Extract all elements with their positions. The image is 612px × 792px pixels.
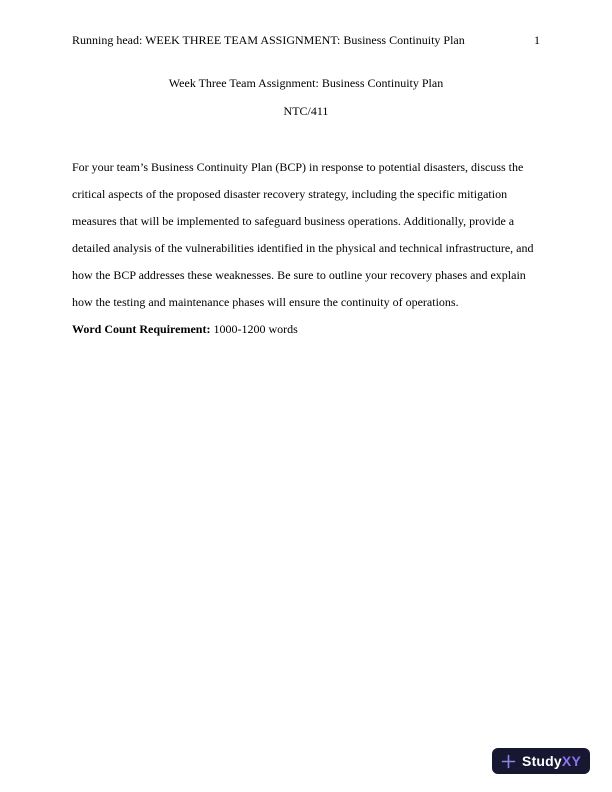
word-count-value: 1000-1200 words — [210, 322, 298, 336]
plus-icon — [501, 754, 516, 769]
brand-name-primary: Study — [522, 753, 562, 769]
body-line: For your team’s Business Continuity Plan (BCP) in response to potential disasters, discuss the — [72, 160, 524, 174]
body-line: how the BCP addresses these weaknesses. Be sure to outline your recovery phases and explain — [72, 268, 526, 282]
page-header — [72, 33, 540, 48]
brand-name — [522, 754, 581, 768]
page-number: 1 — [534, 33, 540, 47]
body-line: critical aspects of the proposed disaster recovery strategy, including the specific mitigation — [72, 187, 508, 201]
body-line: detailed analysis of the vulnerabilities identified in the physical and technical infrastructure, and — [72, 241, 534, 255]
studyxy-badge[interactable] — [492, 748, 590, 774]
body-line: how the testing and maintenance phases will ensure the continuity of operations. — [72, 295, 459, 309]
word-count-line — [72, 316, 540, 343]
document-title: Week Three Team Assignment: Business Continuity Plan — [168, 76, 444, 90]
title-block — [72, 69, 540, 125]
body-line: measures that will be implemented to safeguard business operations. Additionally, provide a — [72, 214, 515, 228]
assignment-body — [72, 154, 540, 343]
course-code: NTC/411 — [283, 104, 329, 118]
word-count-label: Word Count Requirement: — [72, 322, 211, 336]
running-head: Running head: WEEK THREE TEAM ASSIGNMENT: Business Continuity Plan — [72, 33, 465, 47]
brand-name-accent: XY — [561, 753, 581, 769]
